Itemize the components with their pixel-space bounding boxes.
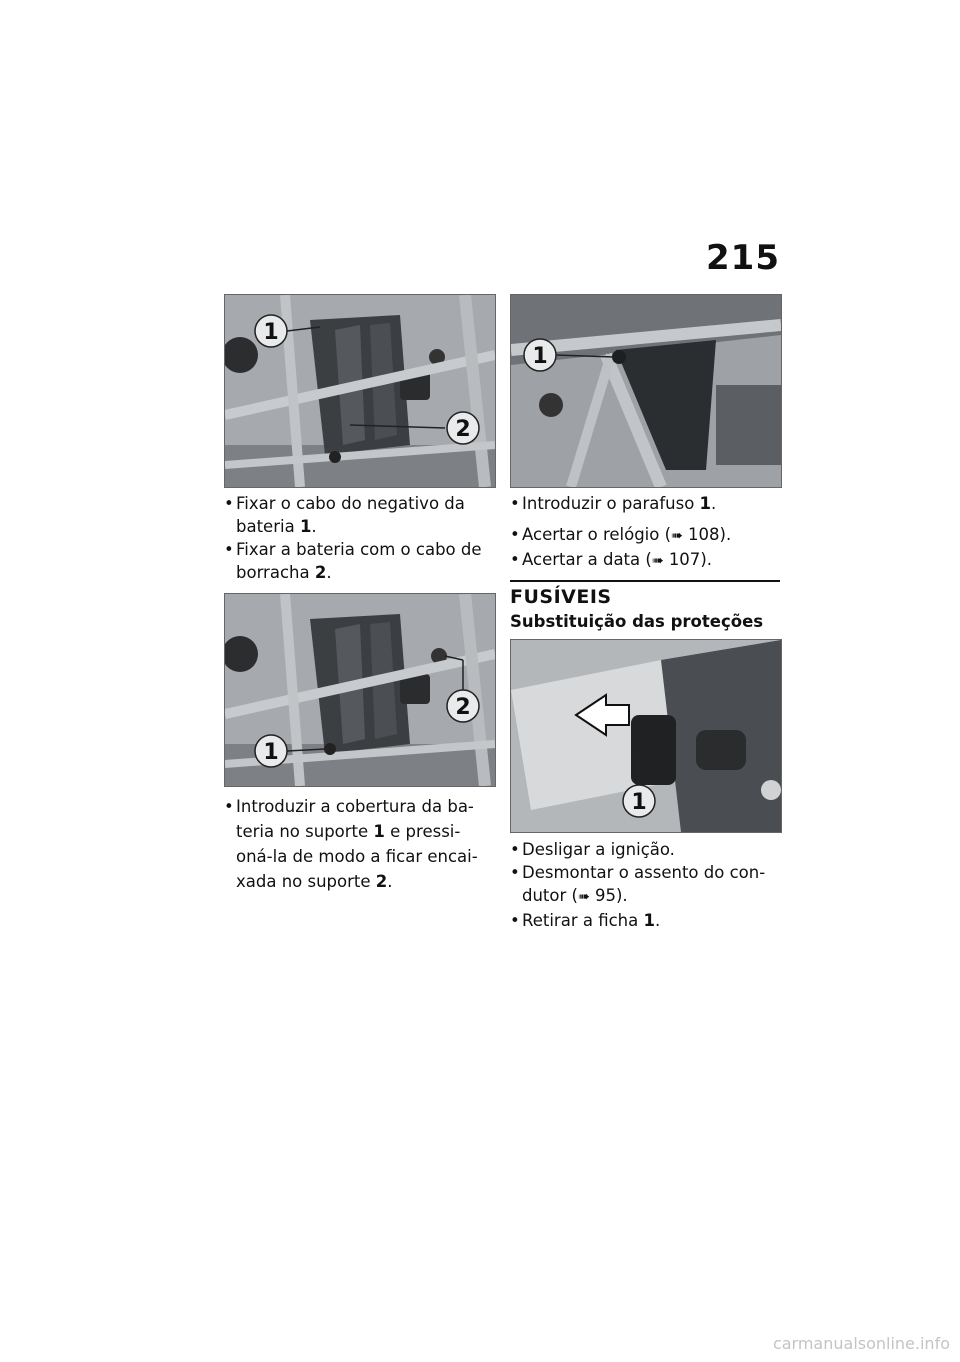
- page-ref: 108: [688, 525, 720, 544]
- callout-1: 1: [631, 790, 647, 815]
- step-text: Fixar a bateria com o cabo de: [236, 540, 482, 559]
- section-divider: [510, 580, 780, 582]
- battery-cable-photo: [224, 294, 496, 488]
- callout-1: 1: [263, 320, 279, 345]
- battery-cover-illustration: [225, 594, 495, 786]
- list-item: • Desmontar o assento do con- dutor (➠ 95).: [510, 863, 766, 905]
- fuse-plug-illustration: [511, 640, 781, 832]
- bullet-icon: •: [510, 550, 520, 569]
- step-ref: 1: [699, 494, 712, 513]
- step-ref: 1: [643, 911, 655, 930]
- right-steps-a: [510, 492, 780, 573]
- watermark: carmanualsonline.info: [772, 1334, 950, 1353]
- step-text-cont: borracha: [236, 563, 310, 582]
- battery-cable-illustration: [225, 295, 495, 487]
- page-number: 215: [706, 238, 780, 278]
- step-ref: 2: [314, 563, 327, 582]
- list-item: • Retirar a ficha 1.: [510, 911, 661, 930]
- list-item: • Desligar a ignição.: [510, 840, 675, 859]
- callout-2: 2: [455, 695, 471, 720]
- page-ref-arrow-icon: ➠: [671, 528, 683, 544]
- step-ref: 2: [375, 872, 388, 891]
- list-item: • Introduzir o parafuso 1.: [510, 494, 717, 513]
- step-text: Fixar o cabo do negativo da: [236, 494, 465, 513]
- list-item: • Fixar a bateria com o cabo de borracha 2.: [224, 540, 482, 582]
- fuse-plug-photo: [510, 639, 782, 833]
- bullet-icon: •: [510, 840, 520, 859]
- side-cover-screw-photo: [510, 294, 782, 488]
- page-ref: 107: [668, 550, 701, 569]
- bullet-icon: •: [224, 494, 234, 513]
- left-steps-b: [224, 794, 494, 894]
- list-item: • Acertar o relógio (➠ 108).: [510, 525, 732, 544]
- page-ref: 95: [594, 886, 616, 905]
- bullet-icon: •: [510, 494, 520, 513]
- list-item: • Introduzir a cobertura da ba- teria no suporte 1 e pressi- oná-la de modo a ficar encai- xada no suporte 2.: [224, 794, 494, 894]
- list-item: • Acertar a data (➠ 107).: [510, 550, 712, 569]
- callout-1: 1: [263, 740, 279, 765]
- callout-2: 2: [455, 417, 471, 442]
- bullet-icon: •: [224, 797, 234, 816]
- step-ref: 1: [299, 517, 312, 536]
- right-steps-b: [510, 838, 780, 932]
- bullet-icon: •: [224, 540, 234, 559]
- bullet-icon: •: [510, 863, 520, 882]
- callout-1: 1: [532, 344, 548, 369]
- battery-cover-photo: [224, 593, 496, 787]
- subsection-title: Substituição das proteções: [510, 612, 764, 631]
- page-ref-arrow-icon: ➠: [577, 889, 590, 905]
- side-cover-illustration: [511, 295, 781, 487]
- bullet-icon: •: [510, 911, 520, 930]
- step-ref: 1: [373, 822, 385, 841]
- bullet-icon: •: [510, 525, 520, 544]
- section-title: FUSÍVEIS: [510, 586, 612, 608]
- left-steps-a: [224, 492, 494, 584]
- page-ref-arrow-icon: ➠: [651, 553, 664, 569]
- step-text-cont: bateria: [236, 517, 295, 536]
- list-item: • Fixar o cabo do negativo da bateria 1.: [224, 494, 465, 536]
